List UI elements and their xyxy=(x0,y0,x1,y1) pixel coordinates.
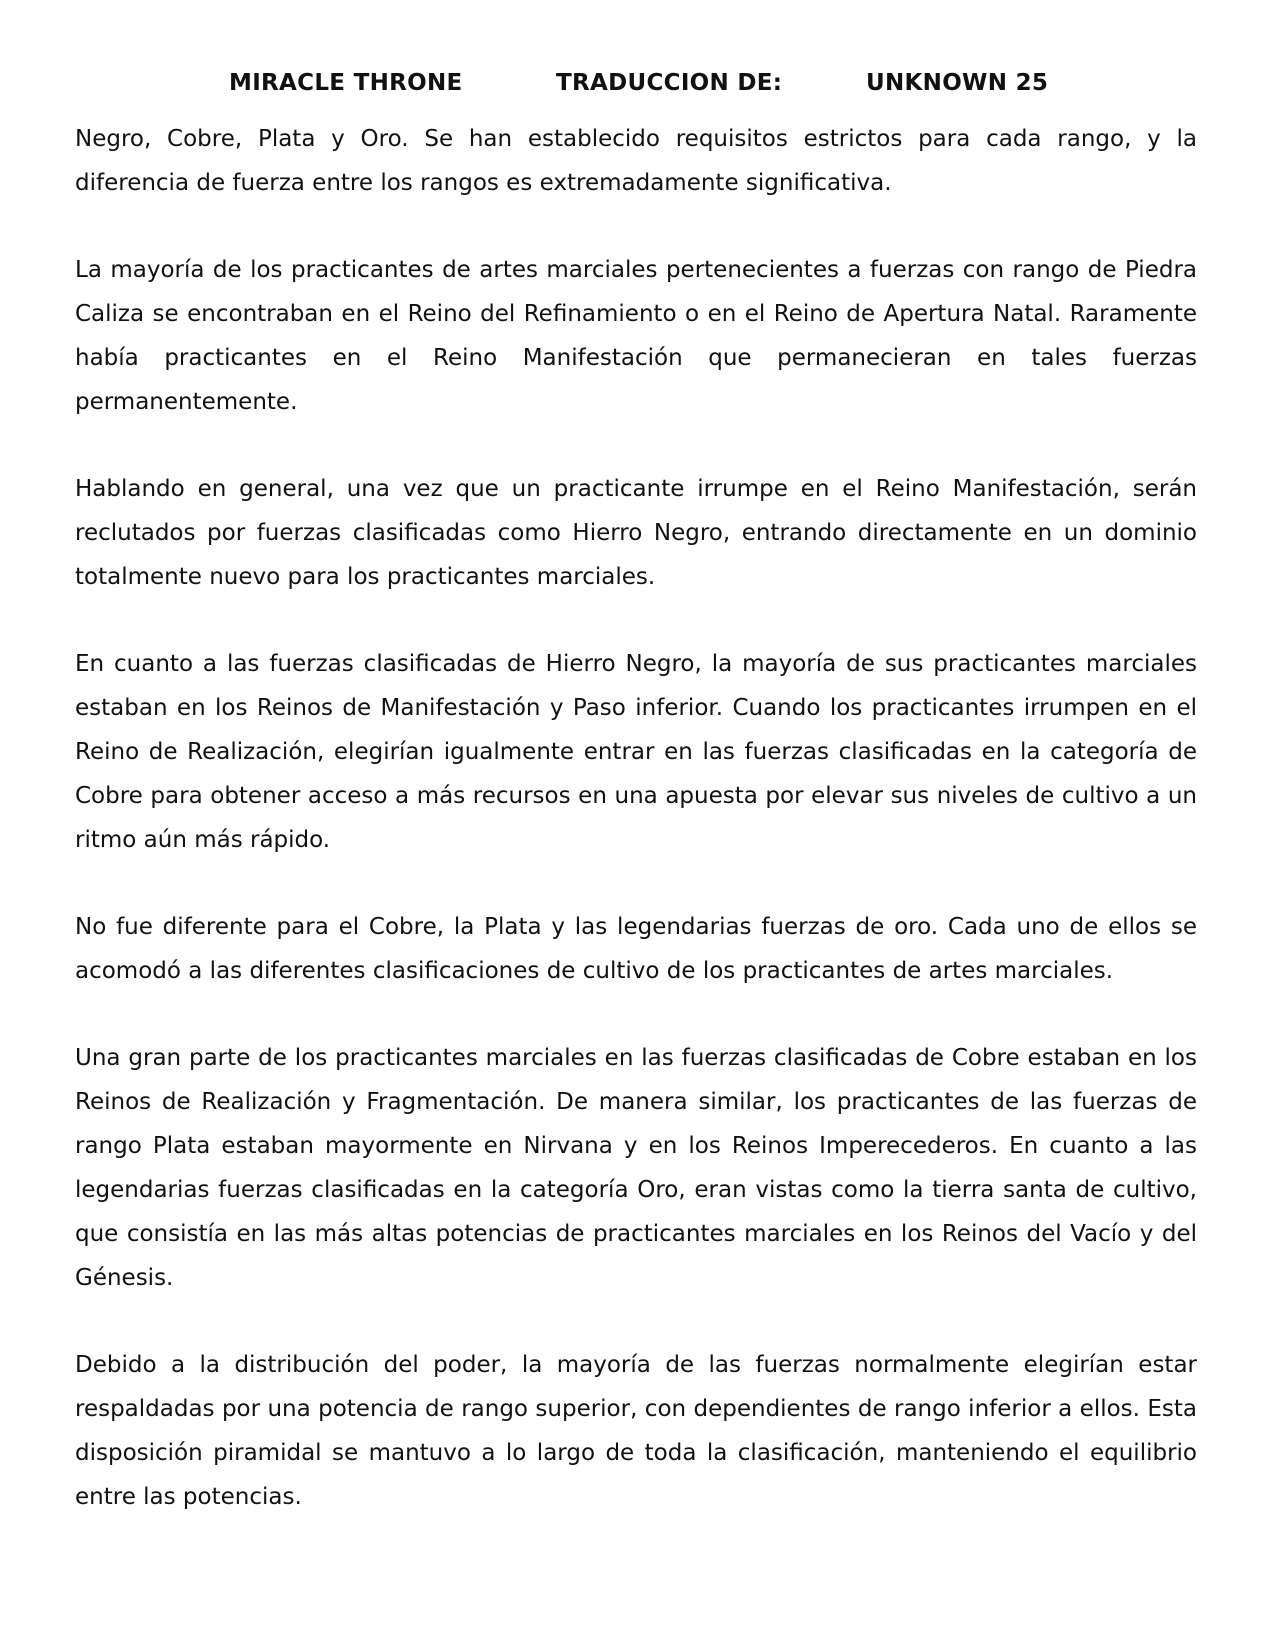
page-header xyxy=(0,70,1275,106)
header-translation-label: TRADUCCION DE: xyxy=(556,70,783,96)
paragraph: La mayoría de los practicantes de artes marciales pertenecientes a fuerzas con rango de Piedra Caliza se encontraban en el Reino del Refinamiento o en el Reino de Apertura Natal. Raramente había practicantes en el Reino Manifestación que permanecieran en tales fuerzas permanentemente. xyxy=(75,257,1197,415)
paragraph: En cuanto a las fuerzas clasificadas de Hierro Negro, la mayoría de sus practicantes marciales estaban en los Reinos de Manifestación y Paso inferior. Cuando los practicantes irrumpen en el Reino de Realización, elegirían igualmente entrar en las fuerzas clasificadas en la categoría de Cobre para obtener acceso a más recursos en una apuesta por elevar sus niveles de cultivo a un ritmo aún más rápido. xyxy=(75,651,1197,853)
paragraph: Hablando en general, una vez que un practicante irrumpe en el Reino Manifestación, serán reclutados por fuerzas clasificadas como Hierro Negro, entrando directamente en un dominio totalmente nuevo para los practicantes marciales. xyxy=(75,476,1197,590)
paragraph: Una gran parte de los practicantes marciales en las fuerzas clasificadas de Cobre estaban en los Reinos de Realización y Fragmentación. De manera similar, los practicantes de las fuerzas de rango Plata estaban mayormente en Nirvana y en los Reinos Imperecederos. En cuanto a las legendarias fuerzas clasificadas en la categoría Oro, eran vistas como la tierra santa de cultivo, que consistía en las más altas potencias de practicantes marciales en los Reinos del Vacío y del Génesis. xyxy=(75,1045,1197,1291)
header-translator: UNKNOWN 25 xyxy=(866,70,1049,96)
document-body xyxy=(75,117,1197,1562)
paragraph: Negro, Cobre, Plata y Oro. Se han establecido requisitos estrictos para cada rango, y la diferencia de fuerza entre los rangos es extremadamente significativa. xyxy=(75,126,1197,196)
header-title: MIRACLE THRONE xyxy=(229,70,463,96)
paragraph: No fue diferente para el Cobre, la Plata y las legendarias fuerzas de oro. Cada uno de ellos se acomodó a las diferentes clasificaciones de cultivo de los practicantes de artes marciales. xyxy=(75,914,1197,984)
paragraph: Debido a la distribución del poder, la mayoría de las fuerzas normalmente elegirían estar respaldadas por una potencia de rango superior, con dependientes de rango inferior a ellos. Esta disposición piramidal se mantuvo a lo largo de toda la clasificación, manteniendo el equilibrio entre las potencias. xyxy=(75,1352,1197,1510)
